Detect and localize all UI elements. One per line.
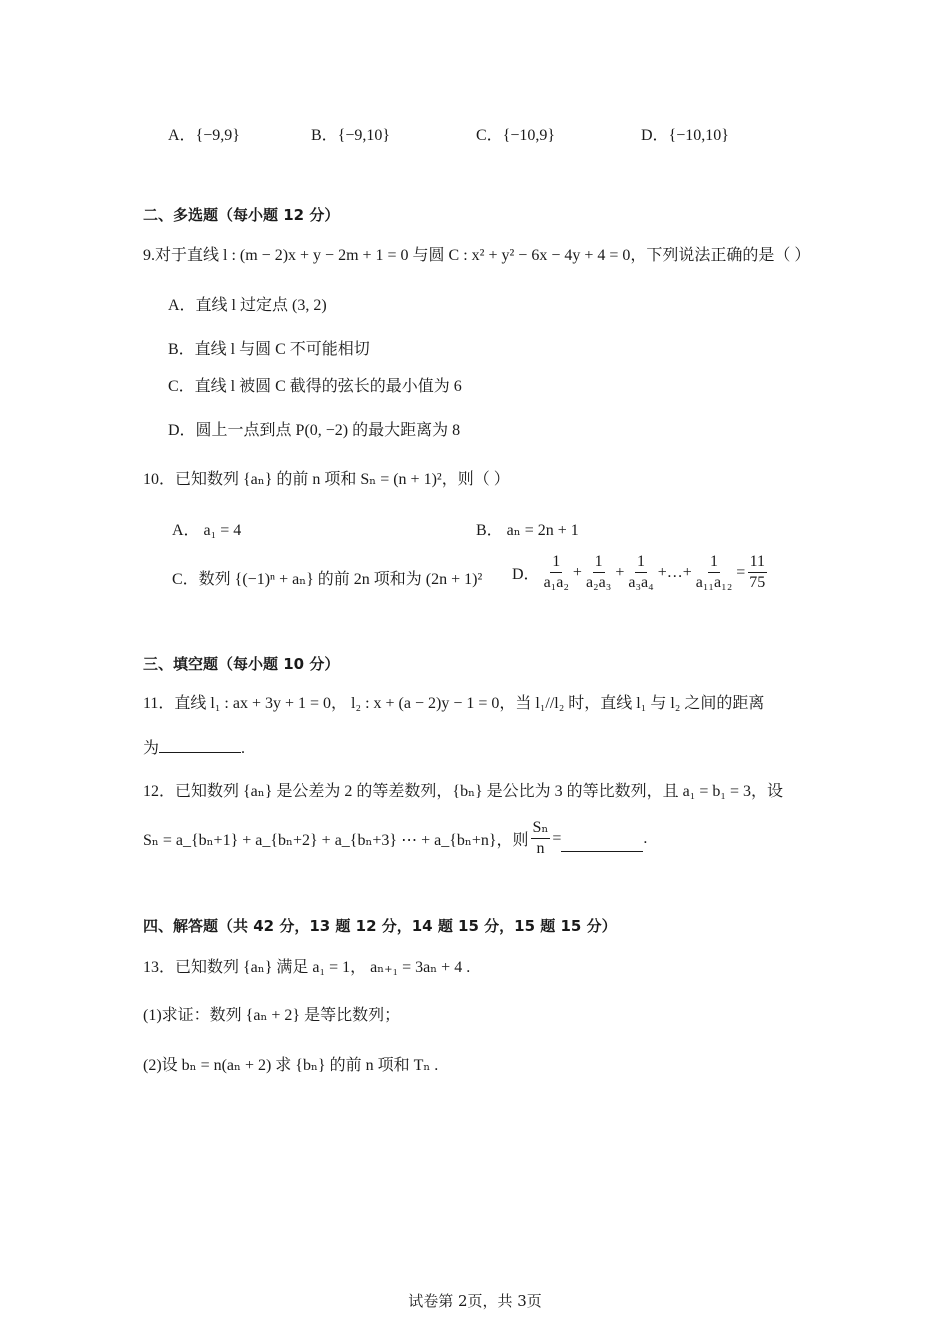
q10-option-d-label: D．: [512, 566, 540, 583]
q9-option-a: A．直线 l 过定点 (3, 2): [168, 297, 327, 314]
q9-stem: 9.对于直线 l : (m − 2)x + y − 2m + 1 = 0 与圆 C : x² + y² − 6x − 4y + 4 = 0，下列说法正确的是（ ）: [143, 247, 811, 264]
q10-d-fraction-2: $\frac{1}{\text{a₂a₃}}$: [585, 553, 612, 591]
q12-answer-blank[interactable]: [561, 837, 643, 852]
q10-option-d: D． $\frac{1}{\text{a₁a₂}}$ + $\frac{1}{\text{a₂a₃}}$ + $\frac{1}{\text{a₃a₄}}$ +…+ $\frac{1}{\text{a₁₁a₁₂}}$ = $\frac{11}{75}$: [512, 553, 766, 591]
q13-part-2: (2)设 bₙ = n(aₙ + 2) 求 {bₙ} 的前 n 项和 Tₙ .: [143, 1057, 439, 1074]
section-2-heading: 二、多选题（每小题 12 分）: [143, 206, 340, 224]
q10-stem: 10．已知数列 {aₙ} 的前 n 项和 Sₙ = (n + 1)²，则（ ）: [143, 471, 510, 488]
q12-line-1: 12．已知数列 {aₙ} 是公差为 2 的等差数列，{bₙ} 是公比为 3 的等比数列，且 a₁ = b₁ = 3，设: [143, 783, 783, 800]
q10-d-fraction-4: $\frac{1}{\text{a₁₁a₁₂}}$: [695, 553, 733, 591]
q8-option-d: D．{−10,10}: [641, 127, 729, 144]
q11-line-2: 为 .: [143, 740, 246, 757]
q9-option-c: C．直线 l 被圆 C 截得的弦长的最小值为 6: [168, 378, 462, 395]
q10-option-b: B． aₙ = 2n + 1: [476, 522, 579, 539]
q11-line-1: 11．直线 l₁ : ax + 3y + 1 = 0， l₂ : x + (a − 2)y − 1 = 0，当 l₁//l₂ 时，直线 l₁ 与 l₂ 之间的距离: [143, 695, 765, 712]
q8-option-b: B．{−9,10}: [311, 127, 391, 144]
q11-answer-blank[interactable]: [159, 738, 241, 753]
q13-stem: 13．已知数列 {aₙ} 满足 a₁ = 1， aₙ₊₁ = 3aₙ + 4 .: [143, 959, 471, 976]
q13-part-1: (1)求证：数列 {aₙ + 2} 是等比数列；: [143, 1007, 401, 1024]
section-4-heading: 四、解答题（共 42 分，13 题 12 分，14 题 15 分，15 题 15 分）: [143, 917, 617, 935]
q10-d-result-fraction: $\frac{11}{75}$: [749, 553, 766, 591]
q8-option-c: C．{−10,9}: [476, 127, 556, 144]
q10-option-c: C．数列 {(−1)ⁿ + aₙ} 的前 2n 项和为 (2n + 1)²: [172, 571, 483, 588]
q8-option-a: A．{−9,9}: [168, 127, 240, 144]
q12-line-2: Sₙ = a_{bₙ+1} + a_{bₙ+2} + a_{bₙ+3} ⋯ + a_{bₙ+n}，则 $\frac{\text{Sₙ}}{n}$ = .: [143, 819, 648, 857]
page-footer: 试卷第 2页，共 3页: [408, 1292, 542, 1310]
q10-d-fraction-3: $\frac{1}{\text{a₃a₄}}$: [628, 553, 654, 591]
q12-fraction: $\frac{\text{Sₙ}}{n}$: [532, 819, 549, 857]
q10-d-fraction-1: $\frac{1}{\text{a₁a₂}}$: [543, 553, 569, 591]
q9-option-d: D．圆上一点到点 P(0, −2) 的最大距离为 8: [168, 422, 461, 439]
q10-option-a: A． a₁ = 4: [172, 522, 242, 539]
section-3-heading: 三、填空题（每小题 10 分）: [143, 655, 340, 673]
q9-option-b: B．直线 l 与圆 C 不可能相切: [168, 341, 370, 358]
